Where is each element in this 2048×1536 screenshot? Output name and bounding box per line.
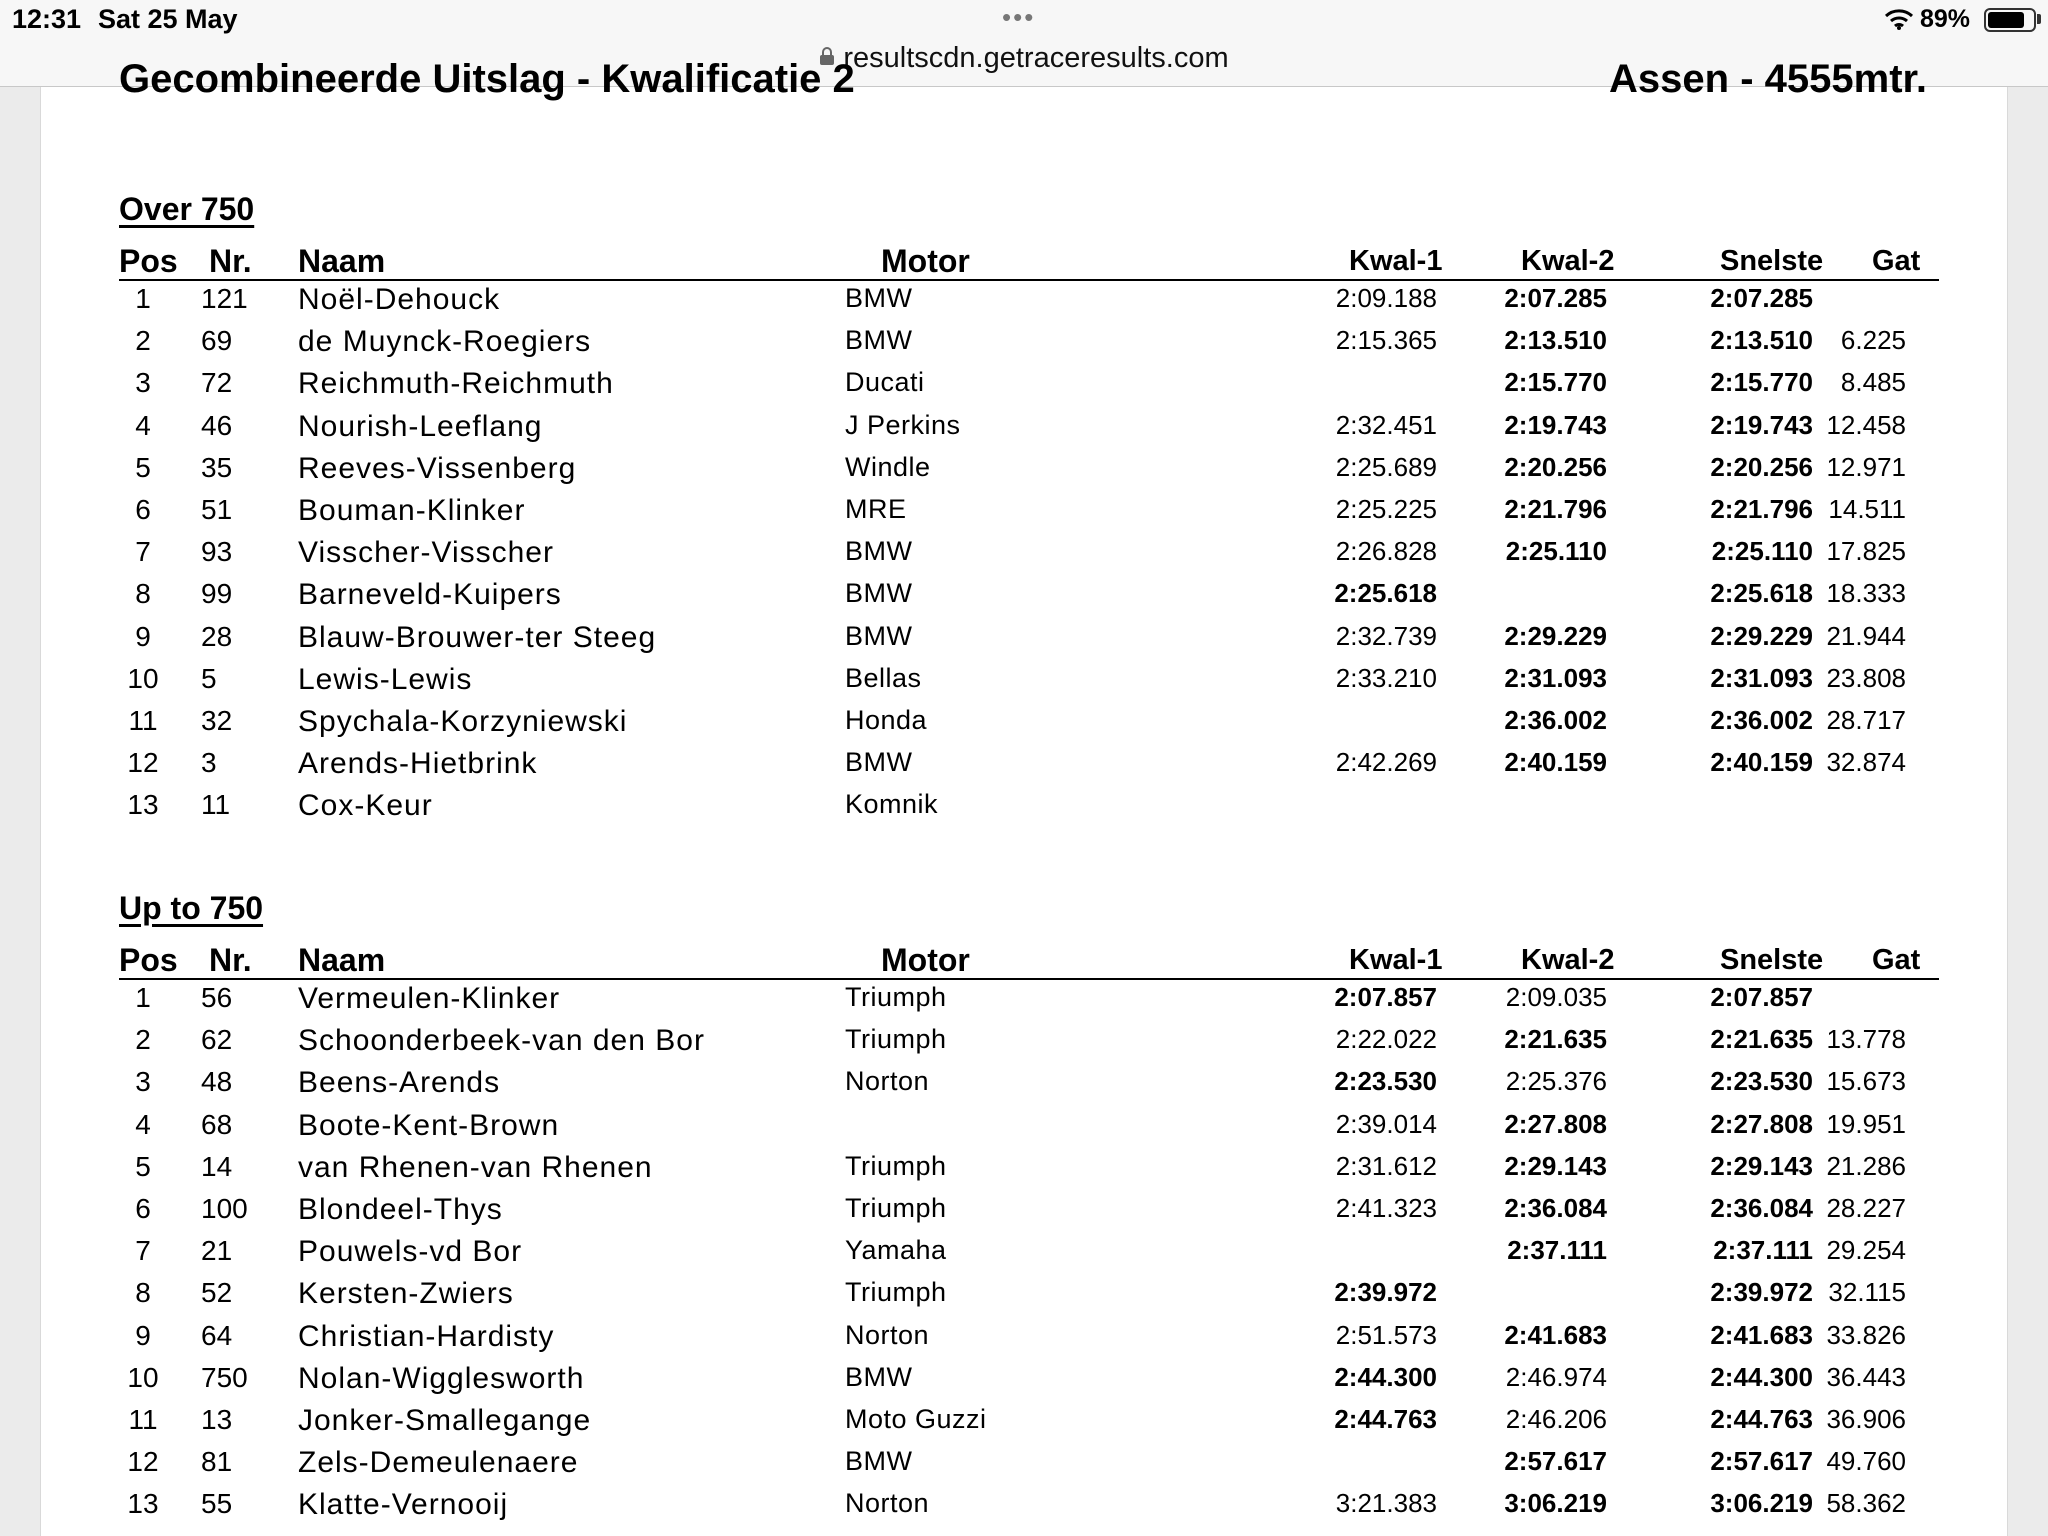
cell-pos: 6 [135,494,151,525]
table-row [119,494,1939,536]
cell-kwal1: 2:41.323 [1335,1193,1437,1223]
battery-tip [2037,14,2041,24]
cell-gat: 17.825 [1826,536,1906,567]
cell-nr: 11 [201,789,231,821]
col-snelste: Snelste [1720,245,1824,277]
table-row [119,621,1939,663]
cell-snelste: 2:41.683 [1710,1319,1813,1350]
cell-kwal2: 2:29.229 [1504,620,1607,651]
cell-snelste: 2:36.084 [1710,1193,1813,1223]
cell-kwal2: 2:19.743 [1504,409,1607,440]
cell-gat: 18.333 [1826,578,1906,609]
cell-nr: 51 [201,494,233,525]
table-row [119,452,1939,494]
cell-naam: Arends-Hietbrink [298,747,538,781]
cell-naam: Spychala-Korzyniewski [298,705,628,738]
table-row [119,1193,1939,1235]
cell-naam: Beens-Arends [298,1066,501,1100]
cell-gat: 6.225 [1840,325,1906,356]
cell-gat: 21.286 [1826,1150,1906,1181]
cell-pos: 10 [127,1361,159,1393]
table-row [119,1109,1939,1151]
clock: 12:31 [12,4,82,34]
cell-snelste: 2:23.530 [1710,1066,1813,1097]
cell-motor: BMW [845,1446,913,1477]
table-row [119,1066,1939,1108]
cell-naam: Schoonderbeek-van den Bor [298,1024,705,1058]
cell-pos: 4 [135,409,151,441]
cell-naam: Cox-Keur [298,789,433,823]
cell-kwal1: 2:07.857 [1334,982,1437,1012]
cell-motor: BMW [845,578,913,609]
cell-kwal1: 2:31.612 [1335,1150,1437,1181]
col-kwal2: Kwal-2 [1521,944,1615,976]
cell-gat: 29.254 [1826,1235,1906,1266]
cell-gat: 36.906 [1826,1404,1906,1434]
table-row [119,1362,1939,1404]
cell-pos: 9 [135,1319,151,1351]
cell-snelste: 2:15.770 [1710,367,1813,398]
cell-motor: BMW [845,325,913,356]
cell-motor: BMW [845,536,913,567]
cell-nr: 69 [201,325,233,357]
table-row [119,747,1939,789]
cell-motor: BMW [845,620,913,651]
cell-motor: Triumph [845,1150,947,1181]
cell-snelste: 2:21.635 [1710,1024,1813,1055]
cell-nr: 14 [201,1150,233,1182]
cell-kwal1: 2:44.763 [1334,1404,1437,1434]
cell-nr: 52 [201,1277,233,1309]
cell-kwal2: 2:29.143 [1504,1150,1607,1181]
cell-motor: BMW [845,1361,913,1392]
cell-kwal2: 2:27.808 [1504,1108,1607,1139]
cell-pos: 13 [127,1488,159,1520]
cell-kwal1: 2:33.210 [1335,662,1437,693]
cell-gat: 13.778 [1826,1024,1906,1055]
col-kwal2: Kwal-2 [1521,245,1615,277]
cell-motor: Komnik [845,789,939,820]
table-row [119,325,1939,367]
cell-naam: Barneveld-Kuipers [298,578,562,612]
cell-gat: 32.115 [1828,1277,1906,1308]
cell-kwal1: 2:44.300 [1334,1361,1437,1392]
cell-pos: 7 [135,1235,151,1267]
cell-nr: 55 [201,1488,233,1520]
table-row [119,789,1939,831]
cell-kwal1: 2:51.573 [1335,1319,1437,1350]
cell-naam: Blondeel-Thys [298,1193,503,1226]
cell-gat: 32.874 [1826,747,1906,778]
col-naam: Naam [298,243,386,279]
cell-pos: 1 [135,283,151,314]
cell-nr: 35 [201,451,233,483]
table-row [119,1151,1939,1193]
cell-motor: Yamaha [845,1235,947,1266]
cell-gat: 21.944 [1826,620,1906,651]
date: Sat 25 May [98,4,238,34]
cell-kwal1: 2:09.188 [1335,283,1437,313]
cell-nr: 68 [201,1108,233,1140]
cell-gat: 23.808 [1826,662,1906,693]
cell-pos: 13 [127,789,159,821]
cell-snelste: 2:40.159 [1710,747,1813,778]
cell-kwal1: 2:25.618 [1334,578,1437,609]
cell-motor: Triumph [845,1193,947,1223]
cell-kwal1: 2:26.828 [1335,536,1437,567]
cell-gat: 12.971 [1826,451,1906,482]
col-nr: Nr. [209,942,252,978]
col-gat: Gat [1872,245,1921,277]
table-row [119,663,1939,705]
battery-icon [1984,8,2036,32]
cell-naam: Zels-Demeulenaere [298,1446,579,1480]
cell-kwal1: 3:21.383 [1335,1488,1437,1519]
cell-pos: 12 [127,1446,159,1478]
cell-nr: 21 [201,1235,233,1267]
cell-pos: 8 [135,578,151,610]
cell-pos: 3 [135,367,151,399]
cell-gat: 12.458 [1826,409,1906,440]
cell-snelste: 2:25.110 [1711,536,1813,567]
table-header [119,942,1939,980]
cell-snelste: 2:57.617 [1710,1446,1813,1477]
cell-kwal1: 2:22.022 [1335,1024,1437,1055]
cell-pos: 5 [135,451,151,483]
cell-pos: 4 [135,1108,151,1140]
cell-snelste: 2:25.618 [1710,578,1813,609]
cell-kwal1: 2:32.739 [1335,620,1437,651]
col-kwal1: Kwal-1 [1349,245,1443,277]
cell-naam: Kersten-Zwiers [298,1277,514,1311]
table-row [119,1404,1939,1446]
cell-snelste: 2:13.510 [1710,325,1813,356]
cell-motor: BMW [845,747,913,778]
cell-naam: Nourish-Leeflang [298,409,543,443]
cell-naam: Visscher-Visscher [298,536,554,570]
cell-motor: Norton [845,1319,930,1350]
cell-kwal2: 2:20.256 [1504,451,1607,482]
cell-motor: BMW [845,283,913,313]
cell-snelste: 2:20.256 [1710,451,1813,482]
cell-naam: Lewis-Lewis [298,662,473,696]
document-title: Gecombineerde Uitslag - Kwalificatie 2 [119,57,855,101]
document-venue: Assen - 4555mtr. [1609,57,1927,101]
cell-motor: Bellas [845,662,922,693]
col-gat: Gat [1872,944,1921,976]
cell-nr: 100 [201,1193,248,1224]
cell-kwal2: 2:41.683 [1504,1319,1607,1350]
table-row [119,1277,1939,1319]
cell-nr: 56 [201,982,233,1013]
cell-kwal2: 2:46.206 [1505,1404,1607,1434]
cell-nr: 32 [201,705,233,736]
cell-kwal1: 2:15.365 [1335,325,1437,356]
cell-kwal1: 2:23.530 [1334,1066,1437,1097]
cell-snelste: 3:06.219 [1710,1488,1813,1519]
cell-naam: Boote-Kent-Brown [298,1108,560,1142]
cell-nr: 64 [201,1319,233,1351]
cell-naam: Reeves-Vissenberg [298,451,577,485]
cell-kwal1: 2:39.014 [1335,1108,1437,1139]
col-motor: Motor [881,243,970,279]
cell-snelste: 2:07.285 [1710,283,1813,313]
cell-pos: 3 [135,1066,151,1098]
cell-kwal1: 2:25.689 [1335,451,1437,482]
cell-kwal2: 2:25.376 [1505,1066,1607,1097]
cell-gat: 36.443 [1826,1361,1906,1392]
cell-kwal2: 2:36.002 [1504,705,1607,735]
cell-kwal2: 3:06.219 [1504,1488,1607,1519]
cell-kwal2: 2:31.093 [1504,662,1607,693]
table-row [119,1235,1939,1277]
cell-nr: 48 [201,1066,233,1098]
cell-kwal1: 2:25.225 [1335,494,1437,524]
cell-snelste: 2:31.093 [1710,662,1813,693]
cell-pos: 11 [128,705,158,736]
cell-snelste: 2:19.743 [1710,409,1813,440]
battery-level [1988,12,2024,28]
cell-naam: Pouwels-vd Bor [298,1235,523,1269]
cell-nr: 5 [201,662,217,694]
table-row [119,705,1939,747]
col-pos: Pos [119,243,178,279]
cell-motor: Triumph [845,1024,947,1055]
cell-gat: 28.227 [1826,1193,1906,1223]
cell-kwal2: 2:13.510 [1504,325,1607,356]
cell-pos: 2 [135,1024,151,1056]
cell-gat: 19.951 [1826,1108,1906,1139]
cell-nr: 93 [201,536,233,568]
cell-naam: Reichmuth-Reichmuth [298,367,614,401]
col-motor: Motor [881,942,970,978]
cell-kwal2: 2:40.159 [1504,747,1607,778]
cell-gat: 58.362 [1826,1488,1906,1519]
cell-pos: 8 [135,1277,151,1309]
cell-gat: 28.717 [1826,705,1906,735]
cell-naam: de Muynck-Roegiers [298,325,592,359]
cell-motor: J Perkins [845,409,961,440]
table-header [119,243,1939,281]
cell-pos: 1 [135,982,151,1013]
table-row [119,982,1939,1024]
cell-motor: Windle [845,451,931,482]
cell-motor: Honda [845,705,928,735]
cell-snelste: 2:29.229 [1710,620,1813,651]
cell-kwal2: 2:21.796 [1504,494,1607,524]
cell-motor: Moto Guzzi [845,1404,987,1434]
cell-nr: 46 [201,409,233,441]
cell-snelste: 2:21.796 [1710,494,1813,524]
cell-snelste: 2:29.143 [1710,1150,1813,1181]
cell-nr: 72 [201,367,233,399]
cell-nr: 99 [201,578,233,610]
cell-naam: Blauw-Brouwer-ter Steeg [298,620,657,654]
cell-naam: Vermeulen-Klinker [298,982,561,1015]
cell-kwal2: 2:37.111 [1507,1235,1607,1266]
table-row [119,367,1939,409]
cell-naam: Christian-Hardisty [298,1319,555,1353]
cell-snelste: 2:44.300 [1710,1361,1813,1392]
cell-gat: 49.760 [1826,1446,1906,1477]
cell-pos: 10 [127,662,159,694]
cell-kwal2: 2:25.110 [1505,536,1607,567]
cell-pos: 12 [127,747,159,779]
cell-naam: Jonker-Smallegange [298,1404,592,1437]
cell-pos: 9 [135,620,151,652]
section-title: Over 750 [119,191,255,227]
col-snelste: Snelste [1720,944,1824,976]
cell-nr: 28 [201,620,233,652]
cell-kwal2: 2:09.035 [1505,982,1607,1012]
section-title: Up to 750 [119,890,264,926]
table-row [119,1320,1939,1362]
cell-naam: van Rhenen-van Rhenen [298,1150,653,1184]
cell-pos: 6 [135,1193,151,1224]
cell-kwal2: 2:46.974 [1505,1361,1607,1392]
table-row [119,1488,1939,1530]
col-pos: Pos [119,942,178,978]
cell-naam: Nolan-Wigglesworth [298,1361,585,1395]
cell-motor: Norton [845,1066,930,1097]
cell-kwal2: 2:57.617 [1504,1446,1607,1477]
cell-snelste: 2:37.111 [1713,1235,1813,1266]
table-row [119,536,1939,578]
cell-pos: 5 [135,1150,151,1182]
cell-kwal1: 2:42.269 [1335,747,1437,778]
cell-gat: 15.673 [1826,1066,1906,1097]
cell-nr: 13 [201,1404,233,1435]
cell-kwal2: 2:21.635 [1504,1024,1607,1055]
cell-gat: 8.485 [1840,367,1906,398]
cell-gat: 33.826 [1826,1319,1906,1350]
cell-kwal2: 2:36.084 [1504,1193,1607,1223]
cell-nr: 750 [201,1361,248,1393]
cell-kwal1: 2:39.972 [1334,1277,1437,1308]
cell-nr: 3 [201,747,217,779]
table-row [119,1446,1939,1488]
multitasking-dots-icon[interactable]: ••• [1002,2,1036,32]
cell-kwal1: 2:32.451 [1335,409,1437,440]
cell-motor: Ducati [845,367,925,398]
cell-snelste: 2:36.002 [1710,705,1813,735]
cell-motor: Norton [845,1488,930,1519]
wifi-icon [1884,8,1914,30]
table-row [119,578,1939,620]
cell-nr: 62 [201,1024,233,1056]
cell-snelste: 2:27.808 [1710,1108,1813,1139]
cell-naam: Klatte-Vernooij [298,1488,509,1522]
cell-gat: 14.511 [1828,494,1906,524]
cell-motor: Triumph [845,1277,947,1308]
cell-kwal2: 2:15.770 [1504,367,1607,398]
cell-motor: MRE [845,494,907,524]
cell-nr: 121 [201,283,248,314]
cell-kwal2: 2:07.285 [1504,283,1607,313]
col-nr: Nr. [209,243,252,279]
cell-naam: Noël-Dehouck [298,283,501,316]
cell-pos: 2 [135,325,151,357]
cell-motor: Triumph [845,982,947,1012]
cell-naam: Bouman-Klinker [298,494,526,527]
col-naam: Naam [298,942,386,978]
cell-pos: 7 [135,536,151,568]
col-kwal1: Kwal-1 [1349,944,1443,976]
table-row [119,283,1939,325]
cell-snelste: 2:07.857 [1710,982,1813,1012]
url-text: resultscdn.getraceresults.com [843,42,1229,74]
cell-pos: 11 [128,1404,158,1435]
cell-snelste: 2:39.972 [1710,1277,1813,1308]
table-row [119,410,1939,452]
cell-nr: 81 [201,1446,233,1478]
battery-percentage: 89% [1920,5,1971,33]
table-row [119,1024,1939,1066]
cell-snelste: 2:44.763 [1710,1404,1813,1434]
